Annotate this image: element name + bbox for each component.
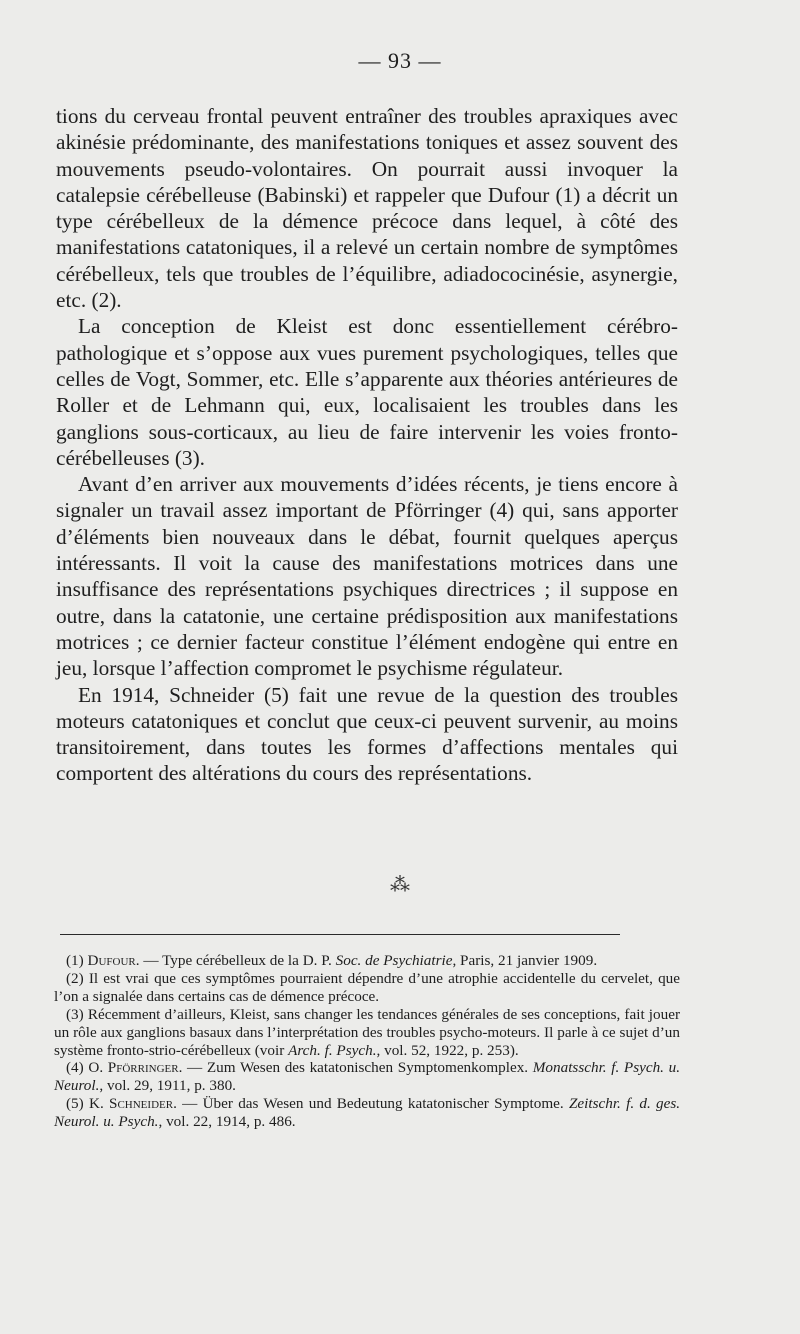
footnote-author-prefix: O. xyxy=(88,1059,104,1077)
footnote-number: (4) xyxy=(66,1059,84,1077)
footnote-rest: , vol. 52, 1922, p. 253). xyxy=(376,1041,519,1059)
footnote-source: Arch. f. Psych. xyxy=(288,1041,377,1059)
paragraph-4: En 1914, Schneider (5) fait une revue de la question des troubles moteurs catatoniques et conclut que ceux-ci peuvent survenir, au moins transitoirement, dans toutes les formes d’affections mentales qui comportent des altérations du cours des représentations. xyxy=(56,682,678,786)
footnote-source: Soc. de Psychiatrie xyxy=(335,952,453,969)
footnotes xyxy=(54,952,680,1131)
footnote-text: — Über das Wesen und Bedeutung katatonischer Symptome. xyxy=(182,1095,564,1113)
body-text xyxy=(56,103,678,787)
footnote-5 xyxy=(54,1095,680,1131)
footnote-author: Schneider. xyxy=(109,1095,177,1113)
footnote-source: Monatsschr. f. Psych. u. Neurol. xyxy=(54,1059,681,1095)
footnote-rest: , vol. 29, 1911, p. 380. xyxy=(99,1077,236,1095)
footnote-author: Pförringer. xyxy=(107,1059,183,1077)
footnote-divider xyxy=(60,934,620,935)
footnote-3 xyxy=(54,1006,680,1060)
footnote-author-prefix: K. xyxy=(88,1095,104,1113)
footnote-text: Récemment d’ailleurs, Kleist, sans changer les tendances générales de ses conceptions, fait jouer un rôle aux ganglions basaux dans l’interprétation des troubles psycho-moteurs. Il parle à ce sujet d’un système fronto-strio-cérébelleux (voir xyxy=(54,1005,680,1059)
footnote-1 xyxy=(54,952,680,970)
footnote-2 xyxy=(54,970,680,1006)
footnote-text: — Type cérébelleux de la D. P. xyxy=(143,952,332,969)
paragraph-1: tions du cerveau frontal peuvent entraîner des troubles apraxiques avec akinésie prédominante, des manifestations toniques et assez souvent des mouvements pseudo-volontaires. On pourrait aussi invoquer la catalepsie cérébelleuse (Babinski) et rappeler que Dufour (1) a décrit un type cérébelleux de la démence précoce dans lequel, à côté des manifestations catatoniques, il a relevé un certain nombre de symptômes cérébelleux, tels que troubles de l’équilibre, adiadococinésie, asynergie, etc. (2). xyxy=(56,104,678,313)
footnote-author: Dufour. xyxy=(87,952,140,969)
section-asterism: ⁂ xyxy=(390,874,410,896)
footnote-number: (3) xyxy=(66,1005,84,1023)
footnote-number: (1) xyxy=(66,952,84,969)
footnote-source: Zeitschr. f. d. ges. Neurol. u. Psych. xyxy=(54,1095,681,1131)
footnote-text: — Zum Wesen des katatonischen Symptomenkomplex. xyxy=(187,1059,529,1077)
footnote-rest: , vol. 22, 1914, p. 486. xyxy=(158,1113,296,1131)
footnote-number: (5) xyxy=(66,1095,84,1113)
footnote-4 xyxy=(54,1059,680,1095)
paragraph-2: La conception de Kleist est donc essentiellement cérébro-pathologique et s’oppose aux vues purement psychologiques, telles que celles de Vogt, Sommer, etc. Elle s’apparente aux théories antérieures de Roller et de Lehmann qui, eux, localisaient les troubles dans les ganglions sous-corticaux, au lieu de faire intervenir les voies fronto-cérébelleuses (3). xyxy=(56,314,678,470)
footnote-text: Il est vrai que ces symptômes pourraient dépendre d’une atrophie accidentelle du cervelet, que l’on a signalée dans certains cas de démence précoce. xyxy=(54,969,681,1005)
footnote-number: (2) xyxy=(66,969,84,987)
paragraph-3: Avant d’en arriver aux mouvements d’idées récents, je tiens encore à signaler un travail assez important de Pförringer (4) qui, sans apporter d’éléments bien nouveaux dans le débat, fournit quelques aperçus intéressants. Il voit la cause des manifestations motrices dans une insuffisance des représentations psychiques directrices ; il suppose en outre, dans la catatonie, une certaine prédisposition aux manifestations motrices ; ce dernier facteur constitue l’élément endogène qui entre en jeu, lorsque l’affection compromet le psychisme régulateur. xyxy=(56,472,678,681)
footnote-rest: , Paris, 21 janvier 1909. xyxy=(452,952,598,969)
page-number: — 93 — xyxy=(358,48,442,73)
